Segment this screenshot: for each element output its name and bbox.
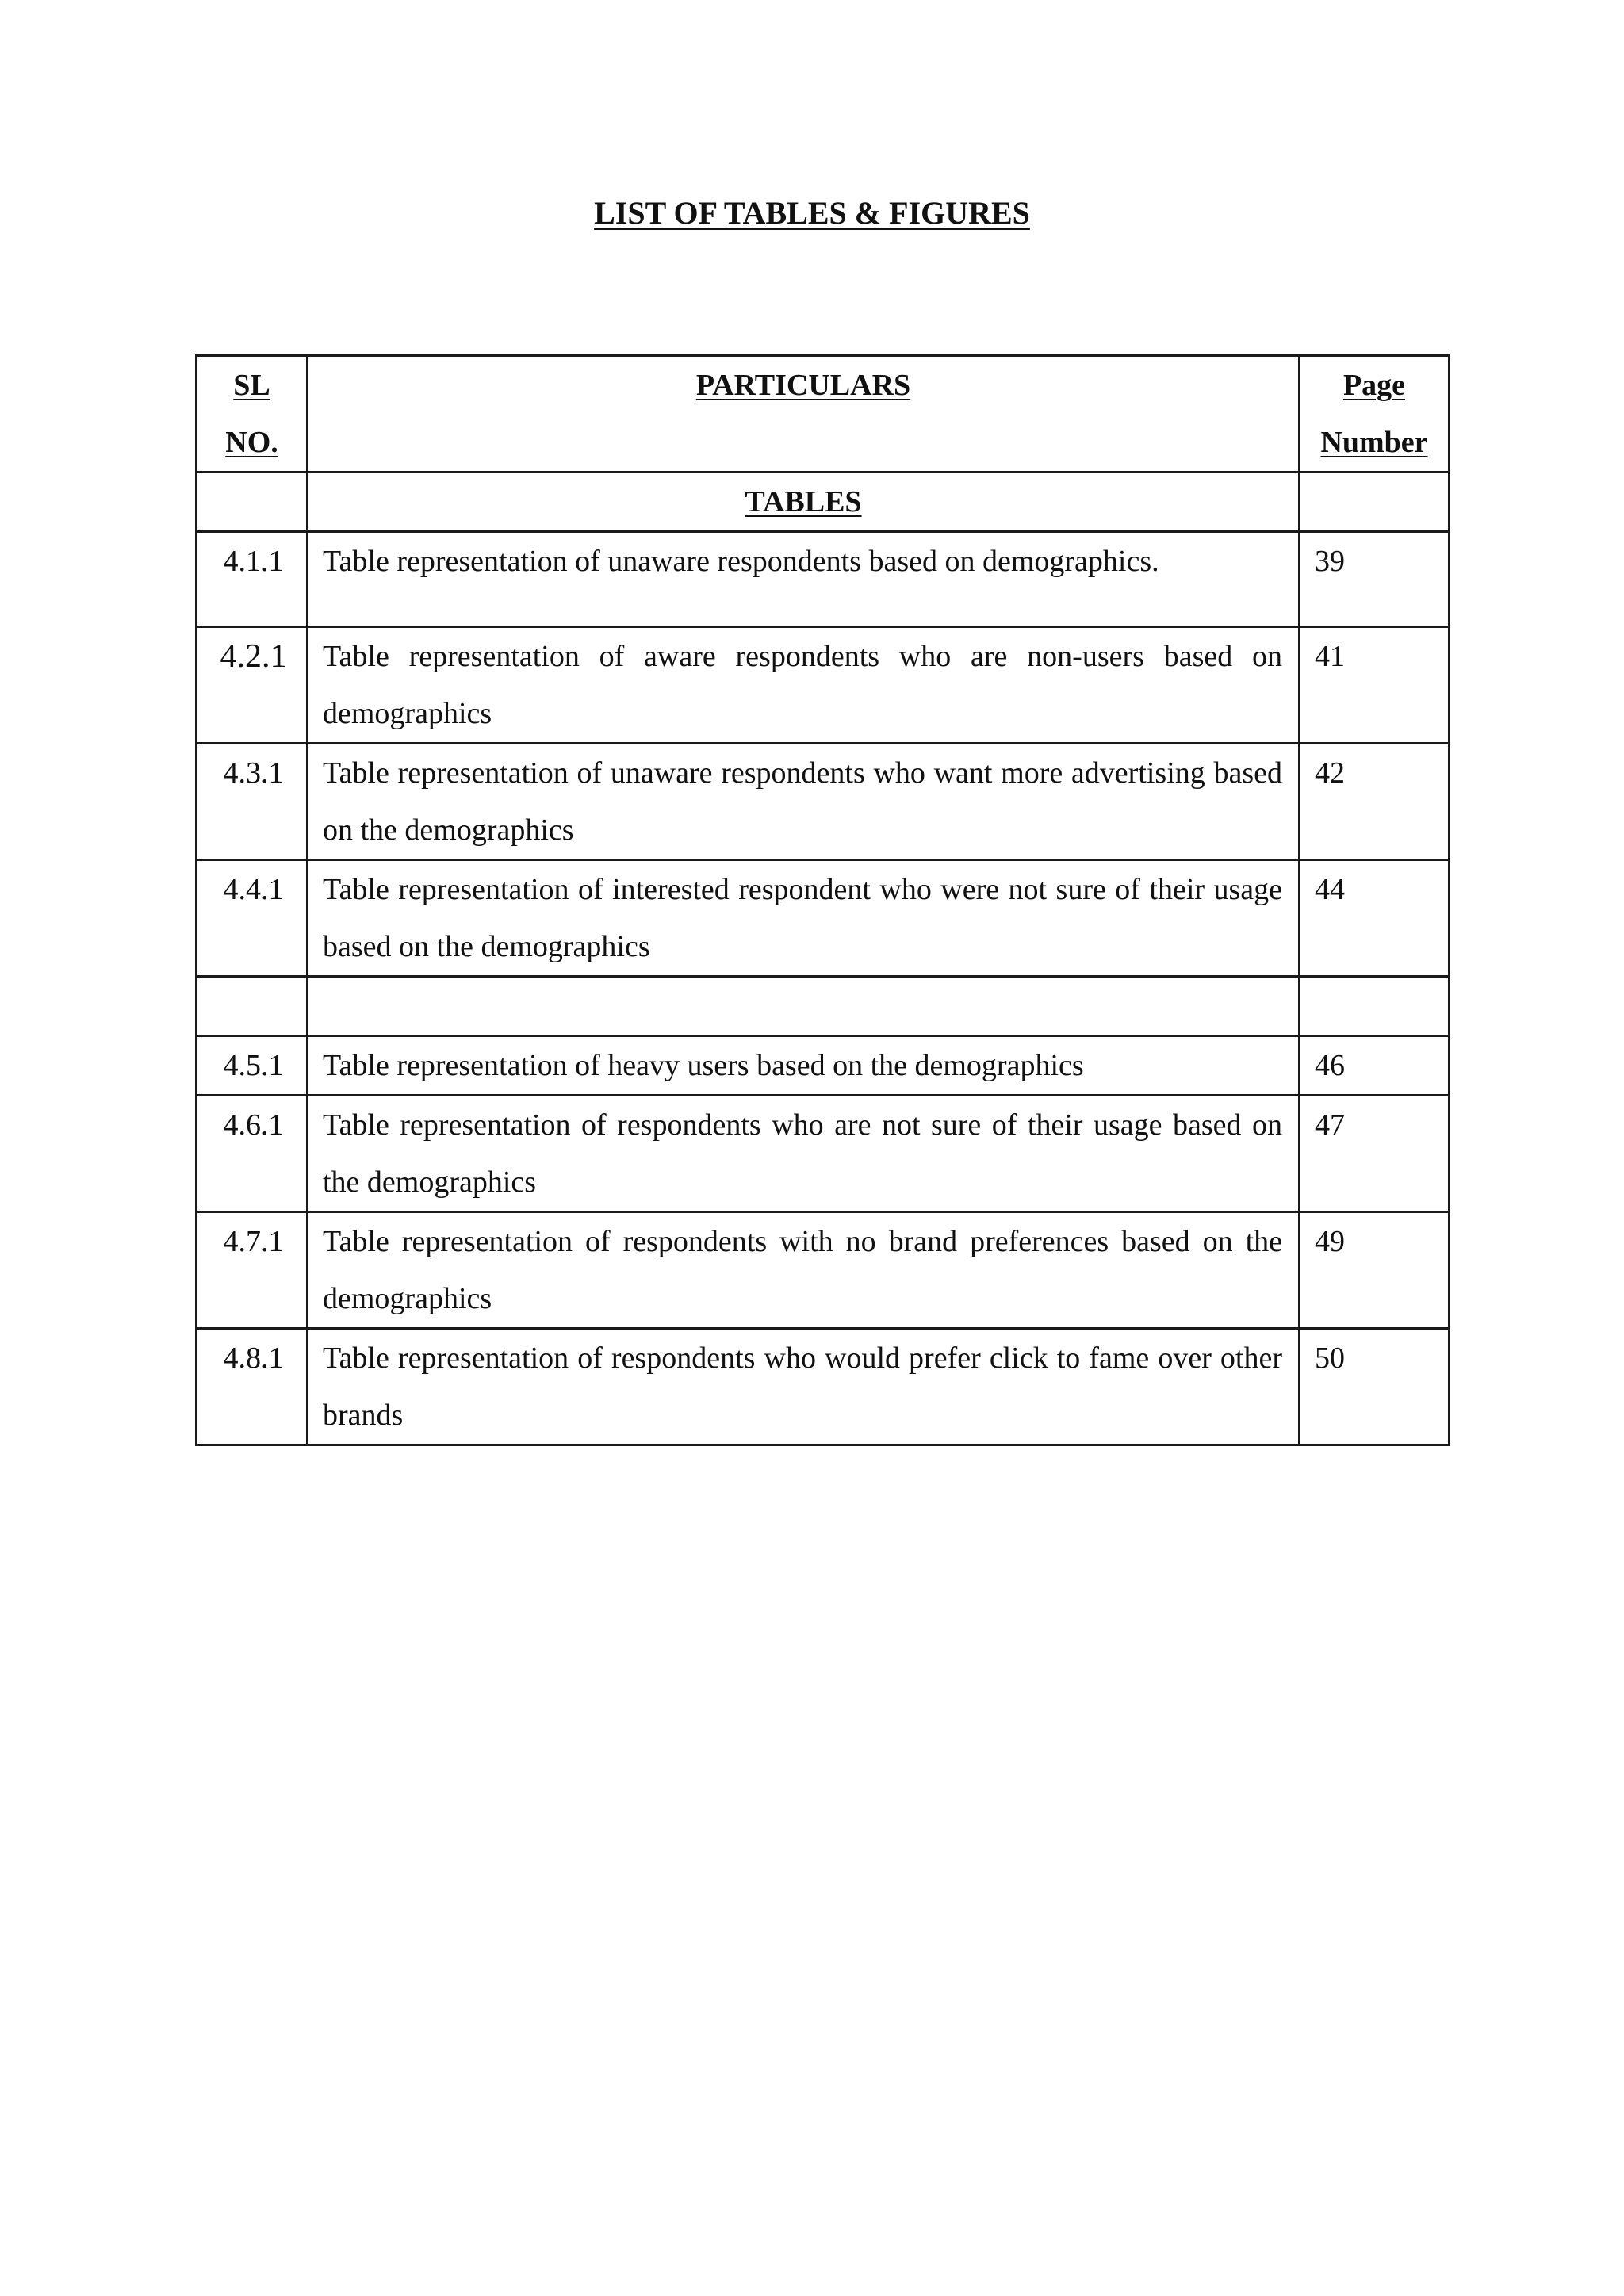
row-page-number: 42: [1300, 744, 1450, 860]
sl-no-header: [197, 356, 308, 473]
section-label-cell: [308, 473, 1300, 532]
page-number-header: [1300, 356, 1450, 473]
particulars-header-label: PARTICULARS: [695, 369, 911, 402]
section-label-tables: TABLES: [745, 485, 862, 519]
row-sl: 4.6.1: [197, 1096, 308, 1212]
row-particulars: Table representation of interested respondent who were not sure of their usage based on the demographics: [308, 860, 1300, 977]
page-header-line1: Page: [1342, 369, 1406, 402]
row-particulars: Table representation of respondents with no brand preferences based on the demographics: [308, 1212, 1300, 1329]
sl-header-line1: SL: [233, 369, 270, 402]
tables-figures-list: [195, 354, 1450, 1446]
section-page-cell: [1300, 473, 1450, 532]
row-page-number: 49: [1300, 1212, 1450, 1329]
row-particulars: Table representation of respondents who would prefer click to fame over other brands: [308, 1329, 1300, 1445]
row-sl: 4.2.1: [197, 627, 308, 744]
table-row: [197, 1036, 1450, 1096]
particulars-header: [308, 356, 1300, 473]
row-page-number: 41: [1300, 627, 1450, 744]
row-sl: 4.3.1: [197, 744, 308, 860]
sl-header-line2: NO.: [225, 426, 278, 459]
row-sl: 4.7.1: [197, 1212, 308, 1329]
row-page-number: 46: [1300, 1036, 1450, 1096]
table-row: [197, 1096, 1450, 1212]
table-row: [197, 1329, 1450, 1445]
empty-page-cell: [1300, 977, 1450, 1036]
row-page-number: 47: [1300, 1096, 1450, 1212]
empty-row: [197, 977, 1450, 1036]
table-row: [197, 532, 1450, 627]
header-row: [197, 356, 1450, 473]
row-particulars: Table representation of heavy users based on the demographics: [308, 1036, 1300, 1096]
row-page-number: 44: [1300, 860, 1450, 977]
row-particulars: Table representation of aware respondents who are non-users based on demographics: [308, 627, 1300, 744]
empty-particulars-cell: [308, 977, 1300, 1036]
section-sl-cell: [197, 473, 308, 532]
row-sl: 4.1.1: [197, 532, 308, 627]
row-particulars: Table representation of unaware respondents based on demographics.: [308, 532, 1300, 627]
table-row: [197, 1212, 1450, 1329]
table-row: [197, 860, 1450, 977]
page-header-line2: Number: [1320, 426, 1428, 459]
table-row: [197, 627, 1450, 744]
empty-sl-cell: [197, 977, 308, 1036]
row-particulars: Table representation of respondents who are not sure of their usage based on the demographics: [308, 1096, 1300, 1212]
section-row-tables: [197, 473, 1450, 532]
row-page-number: 50: [1300, 1329, 1450, 1445]
row-sl: 4.5.1: [197, 1036, 308, 1096]
page-title: LIST OF TABLES & FIGURES: [594, 195, 1030, 231]
row-page-number: 39: [1300, 532, 1450, 627]
row-particulars: Table representation of unaware respondents who want more advertising based on the demographics: [308, 744, 1300, 860]
row-sl: 4.4.1: [197, 860, 308, 977]
row-sl: 4.8.1: [197, 1329, 308, 1445]
table-row: [197, 744, 1450, 860]
